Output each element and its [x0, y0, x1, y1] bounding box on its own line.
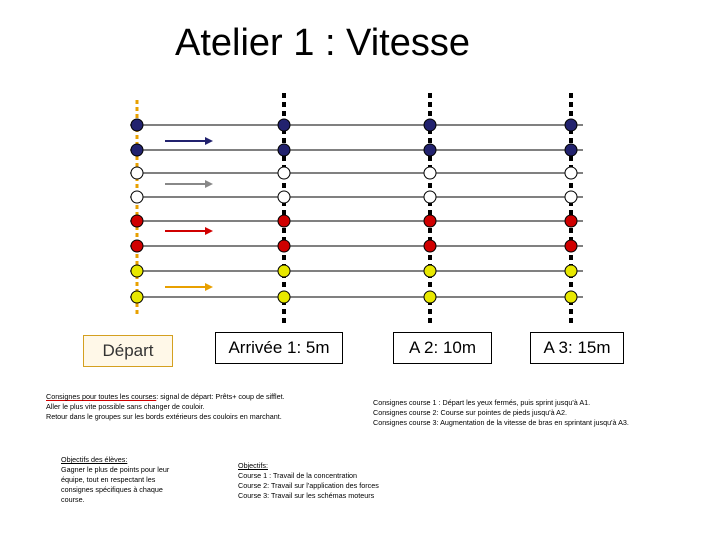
consignes-heading: Consignes pour toutes les courses: [46, 392, 157, 401]
objectifs-eleves-line: équipe, tout en respectant les: [61, 475, 156, 484]
objectifs-eleves-line: consignes spécifiques à chaque: [61, 485, 163, 494]
lane-marker: [424, 291, 436, 303]
lane-marker: [278, 191, 290, 203]
lane-marker: [278, 291, 290, 303]
consigne-course-3: Consignes course 3: Augmentation de la vitesse de bras en sprintant jusqu'à A3.: [373, 418, 629, 427]
arrow-head: [205, 283, 213, 291]
lane-marker: [565, 167, 577, 179]
lane-marker: [565, 291, 577, 303]
a2-label: A 2: 10m: [393, 332, 492, 364]
lane-marker: [424, 240, 436, 252]
lane-marker: [278, 240, 290, 252]
a3-label: A 3: 15m: [530, 332, 624, 364]
lane-marker: [565, 191, 577, 203]
consignes-generales: [46, 392, 285, 422]
lane-marker: [131, 167, 143, 179]
objectifs-eleves: [61, 455, 169, 505]
lane-marker: [565, 215, 577, 227]
objectif-line: Course 1 : Travail de la concentration: [238, 471, 358, 480]
lane-marker: [565, 119, 577, 131]
lane-marker: [424, 167, 436, 179]
lane-marker: [278, 144, 290, 156]
lane-marker: [131, 215, 143, 227]
lane-marker: [278, 167, 290, 179]
arrow-head: [205, 137, 213, 145]
depart-label: Départ: [83, 335, 173, 367]
consigne-course-1: Consignes course 1 : Départ les yeux fermés, puis sprint jusqu'à A1.: [373, 398, 591, 407]
arrow-head: [205, 180, 213, 188]
objectif-line: Course 3: Travail sur les schémas moteurs: [238, 491, 375, 500]
lane-marker: [278, 215, 290, 227]
lane-marker: [131, 240, 143, 252]
lane-marker: [424, 191, 436, 203]
lane-marker: [278, 265, 290, 277]
objectifs-eleves-line: Gagner le plus de points pour leur: [61, 465, 170, 474]
objectif-line: Course 2: Travail sur l'application des forces: [238, 481, 379, 490]
lane-marker: [424, 119, 436, 131]
lane-marker: [424, 265, 436, 277]
consignes-courses: [373, 398, 629, 428]
consignes-line1: : signal de départ: Prêts+ coup de sifflet.: [156, 392, 285, 401]
consignes-line3: Retour dans le groupes sur les bords extérieurs des couloirs en marchant.: [46, 412, 282, 421]
lane-marker: [131, 191, 143, 203]
lane-marker: [565, 240, 577, 252]
consigne-course-2: Consignes course 2: Course sur pointes de pieds jusqu'à A2.: [373, 408, 567, 417]
lane-marker: [424, 215, 436, 227]
lane-marker: [131, 144, 143, 156]
consignes-line2: Aller le plus vite possible sans changer de couloir.: [46, 402, 205, 411]
lane-marker: [278, 119, 290, 131]
objectifs-eleves-heading: Objectifs des élèves:: [61, 455, 128, 464]
objectifs-eleves-line: course.: [61, 495, 85, 504]
lane-marker: [424, 144, 436, 156]
lane-marker: [565, 265, 577, 277]
objectifs-heading: Objectifs:: [238, 461, 268, 470]
lane-marker: [131, 265, 143, 277]
lane-marker: [565, 144, 577, 156]
lane-marker: [131, 291, 143, 303]
arrivee-label: Arrivée 1: 5m: [215, 332, 343, 364]
page-title: Atelier 1 : Vitesse: [174, 22, 470, 64]
objectifs: [238, 461, 379, 501]
lane-marker: [131, 119, 143, 131]
arrow-head: [205, 227, 213, 235]
